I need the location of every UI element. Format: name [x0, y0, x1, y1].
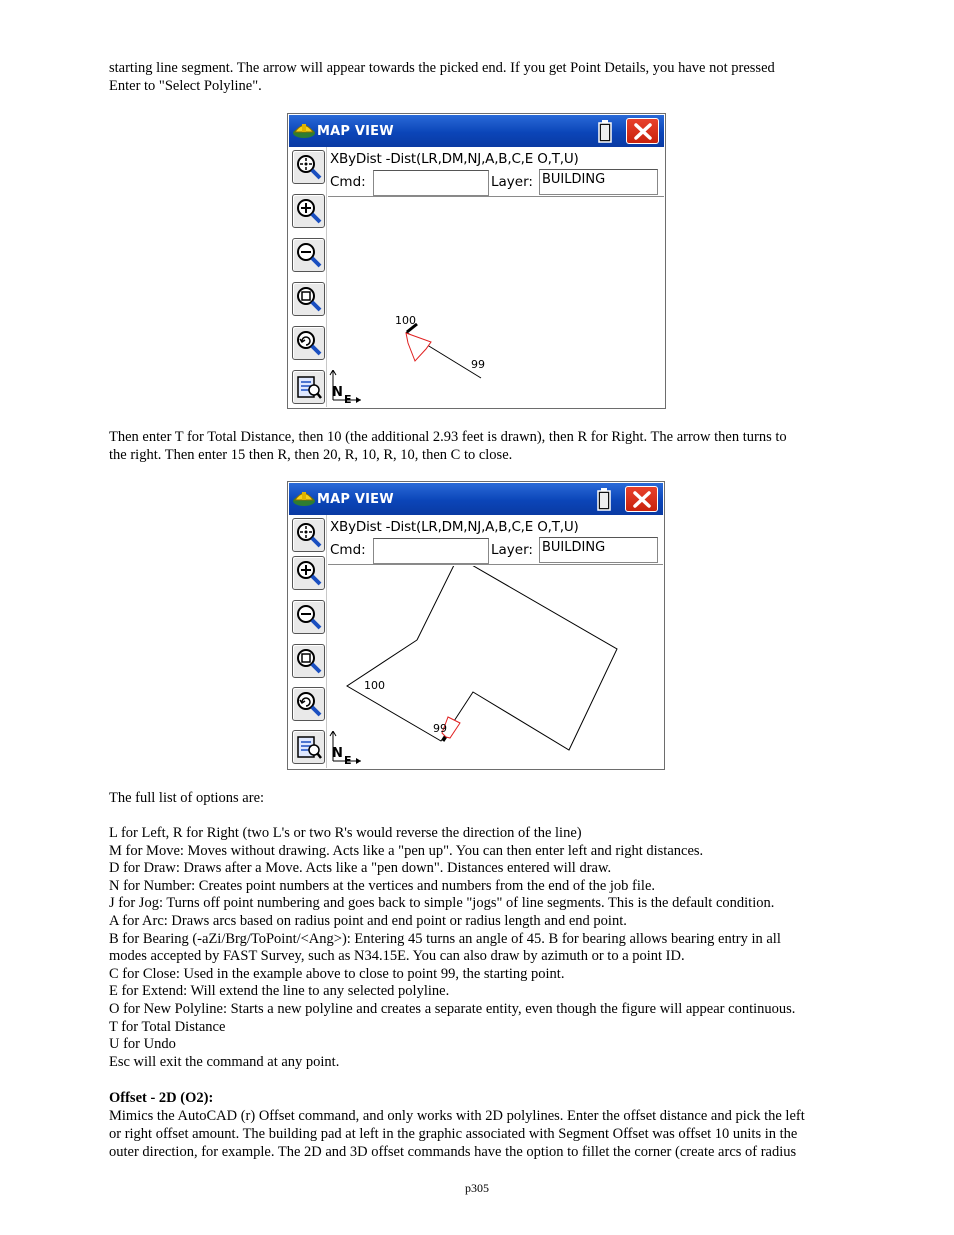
title-bar [289, 483, 663, 515]
axis-east-label: E [344, 393, 352, 404]
option-item: O for New Polyline: Starts a new polyline and creates a separate entity, even though the figure will appear continuous. [109, 1000, 796, 1017]
page-number: p305 [465, 1181, 489, 1195]
zoom-in-icon [295, 197, 323, 225]
option-item: Esc will exit the command at any point. [109, 1053, 340, 1070]
option-item: A for Arc: Draws arcs based on radius point and end point or radius length and end point. [109, 912, 627, 929]
zoom-out-icon [295, 603, 323, 631]
point-label-99: 99 [433, 722, 447, 735]
middle-paragraph [109, 429, 849, 464]
title-bar [289, 115, 664, 147]
map-canvas[interactable] [328, 198, 664, 407]
option-item: C for Close: Used in the example above to close to point 99, the starting point. [109, 965, 565, 982]
option-item: E for Extend: Will extend the line to any selected polyline. [109, 983, 450, 1000]
north-east-axis-icon [329, 370, 367, 404]
axis-north-label: N [332, 746, 343, 761]
hardhat-logo-icon [292, 119, 316, 143]
command-area [328, 147, 664, 197]
window-title: MAP VIEW [317, 124, 394, 139]
cmd-input[interactable] [373, 538, 489, 564]
map-options-button[interactable] [292, 730, 325, 764]
zoom-toolbar [289, 147, 327, 407]
options-list [109, 825, 849, 1071]
zoom-extents-button[interactable] [292, 518, 325, 552]
option-item: T for Total Distance [109, 1018, 226, 1035]
zoom-window-icon [295, 647, 323, 675]
option-item: modes accepted by FAST Survey, such as N34.15E. You can also draw by azimuth or to a point ID. [109, 948, 685, 965]
option-item: M for Move: Moves without drawing. Acts like a "pen up". You can then enter left and right distances. [109, 842, 704, 859]
options-intro [109, 790, 849, 808]
zoom-previous-button[interactable] [292, 326, 325, 360]
option-item: D for Draw: Draws after a Move. Acts like a "pen down". Distances entered will draw. [109, 860, 612, 877]
section-line: Mimics the AutoCAD (r) Offset command, and only works with 2D polylines. Enter the offset distance and pick the left [109, 1108, 805, 1124]
map-options-button[interactable] [292, 370, 325, 404]
option-item: B for Bearing (-aZi/Brg/ToPoint/<Ang>): Entering 45 turns an angle of 45. B for bearing allows bearing entry in all [109, 930, 781, 947]
point-label-99: 99 [471, 358, 485, 371]
layer-input[interactable]: BUILDING [539, 537, 658, 563]
intro-line: Enter to "Select Polyline". [109, 77, 262, 94]
option-item: N for Number: Creates point numbers at the vertices and numbers from the end of the job file. [109, 877, 656, 894]
zoom-in-button[interactable] [292, 556, 325, 590]
close-icon [634, 123, 652, 140]
section-line: outer direction, for example. The 2D and 3D offset commands have the option to fillet the corner (create arcs of radius [109, 1144, 797, 1160]
point-label-100: 100 [395, 314, 416, 327]
zoom-window-button[interactable] [292, 644, 325, 678]
option-item: U for Undo [109, 1036, 176, 1053]
north-east-axis-icon [329, 731, 367, 765]
zoom-out-button[interactable] [292, 238, 325, 272]
map-view-screenshot-1 [287, 113, 666, 409]
close-button[interactable] [626, 118, 659, 144]
zoom-in-icon [295, 559, 323, 587]
hardhat-logo-icon [292, 487, 316, 511]
direction-arrow-icon [406, 333, 431, 361]
close-button[interactable] [625, 486, 658, 512]
cmd-label: Cmd: [330, 542, 366, 558]
layer-label: Layer: [491, 542, 533, 558]
option-item: L for Left, R for Right (two L's or two R's would reverse the direction of the line) [109, 825, 582, 841]
building-polyline [347, 566, 617, 750]
close-icon [633, 491, 651, 508]
map-options-icon [295, 373, 323, 401]
map-canvas[interactable] [328, 566, 663, 768]
section-heading: Offset - 2D (O2): [109, 1090, 214, 1106]
section-line: or right offset amount. The building pad at left in the graphic associated with Segment Offset was offset 10 units in the [109, 1126, 798, 1142]
battery-icon [598, 120, 612, 143]
offset-section [109, 1089, 849, 1161]
map-drawing [328, 566, 664, 770]
zoom-extents-icon [295, 153, 323, 181]
window-title: MAP VIEW [317, 492, 394, 507]
command-prompt: XByDist -Dist(LR,DM,NJ,A,B,C,E O,T,U) [330, 519, 579, 535]
intro-line: starting line segment. The arrow will appear towards the picked end. If you get Point Details, you have not pressed [109, 60, 775, 76]
intro-paragraph [109, 60, 849, 95]
zoom-previous-icon [295, 329, 323, 357]
layer-label: Layer: [491, 174, 533, 190]
cmd-input[interactable] [373, 170, 489, 196]
battery-icon [597, 488, 611, 511]
axis-north-label: N [332, 385, 343, 400]
zoom-toolbar [289, 515, 327, 768]
option-item: J for Jog: Turns off point numbering and goes back to simple "jogs" of line segments. This is the default condition. [109, 895, 775, 912]
map-drawing [328, 198, 664, 409]
command-area [328, 515, 663, 565]
command-prompt: XByDist -Dist(LR,DM,NJ,A,B,C,E O,T,U) [330, 151, 579, 167]
zoom-window-icon [295, 285, 323, 313]
zoom-previous-button[interactable] [292, 687, 325, 721]
point-label-100: 100 [364, 679, 385, 692]
middle-line: the right. Then enter 15 then R, then 20, R, 10, R, 10, then C to close. [109, 446, 513, 463]
zoom-in-button[interactable] [292, 194, 325, 228]
map-options-icon [295, 733, 323, 761]
middle-line: Then enter T for Total Distance, then 10 (the additional 2.93 feet is drawn), then R for Right. The arrow then turns to [109, 429, 787, 445]
zoom-previous-icon [295, 690, 323, 718]
layer-input[interactable]: BUILDING [539, 169, 658, 195]
zoom-extents-icon [295, 521, 323, 549]
options-intro-line: The full list of options are: [109, 790, 265, 806]
axis-east-label: E [344, 754, 352, 765]
zoom-out-button[interactable] [292, 600, 325, 634]
map-view-screenshot-2 [287, 481, 665, 770]
zoom-extents-button[interactable] [292, 150, 325, 184]
zoom-window-button[interactable] [292, 282, 325, 316]
zoom-out-icon [295, 241, 323, 269]
cmd-label: Cmd: [330, 174, 366, 190]
